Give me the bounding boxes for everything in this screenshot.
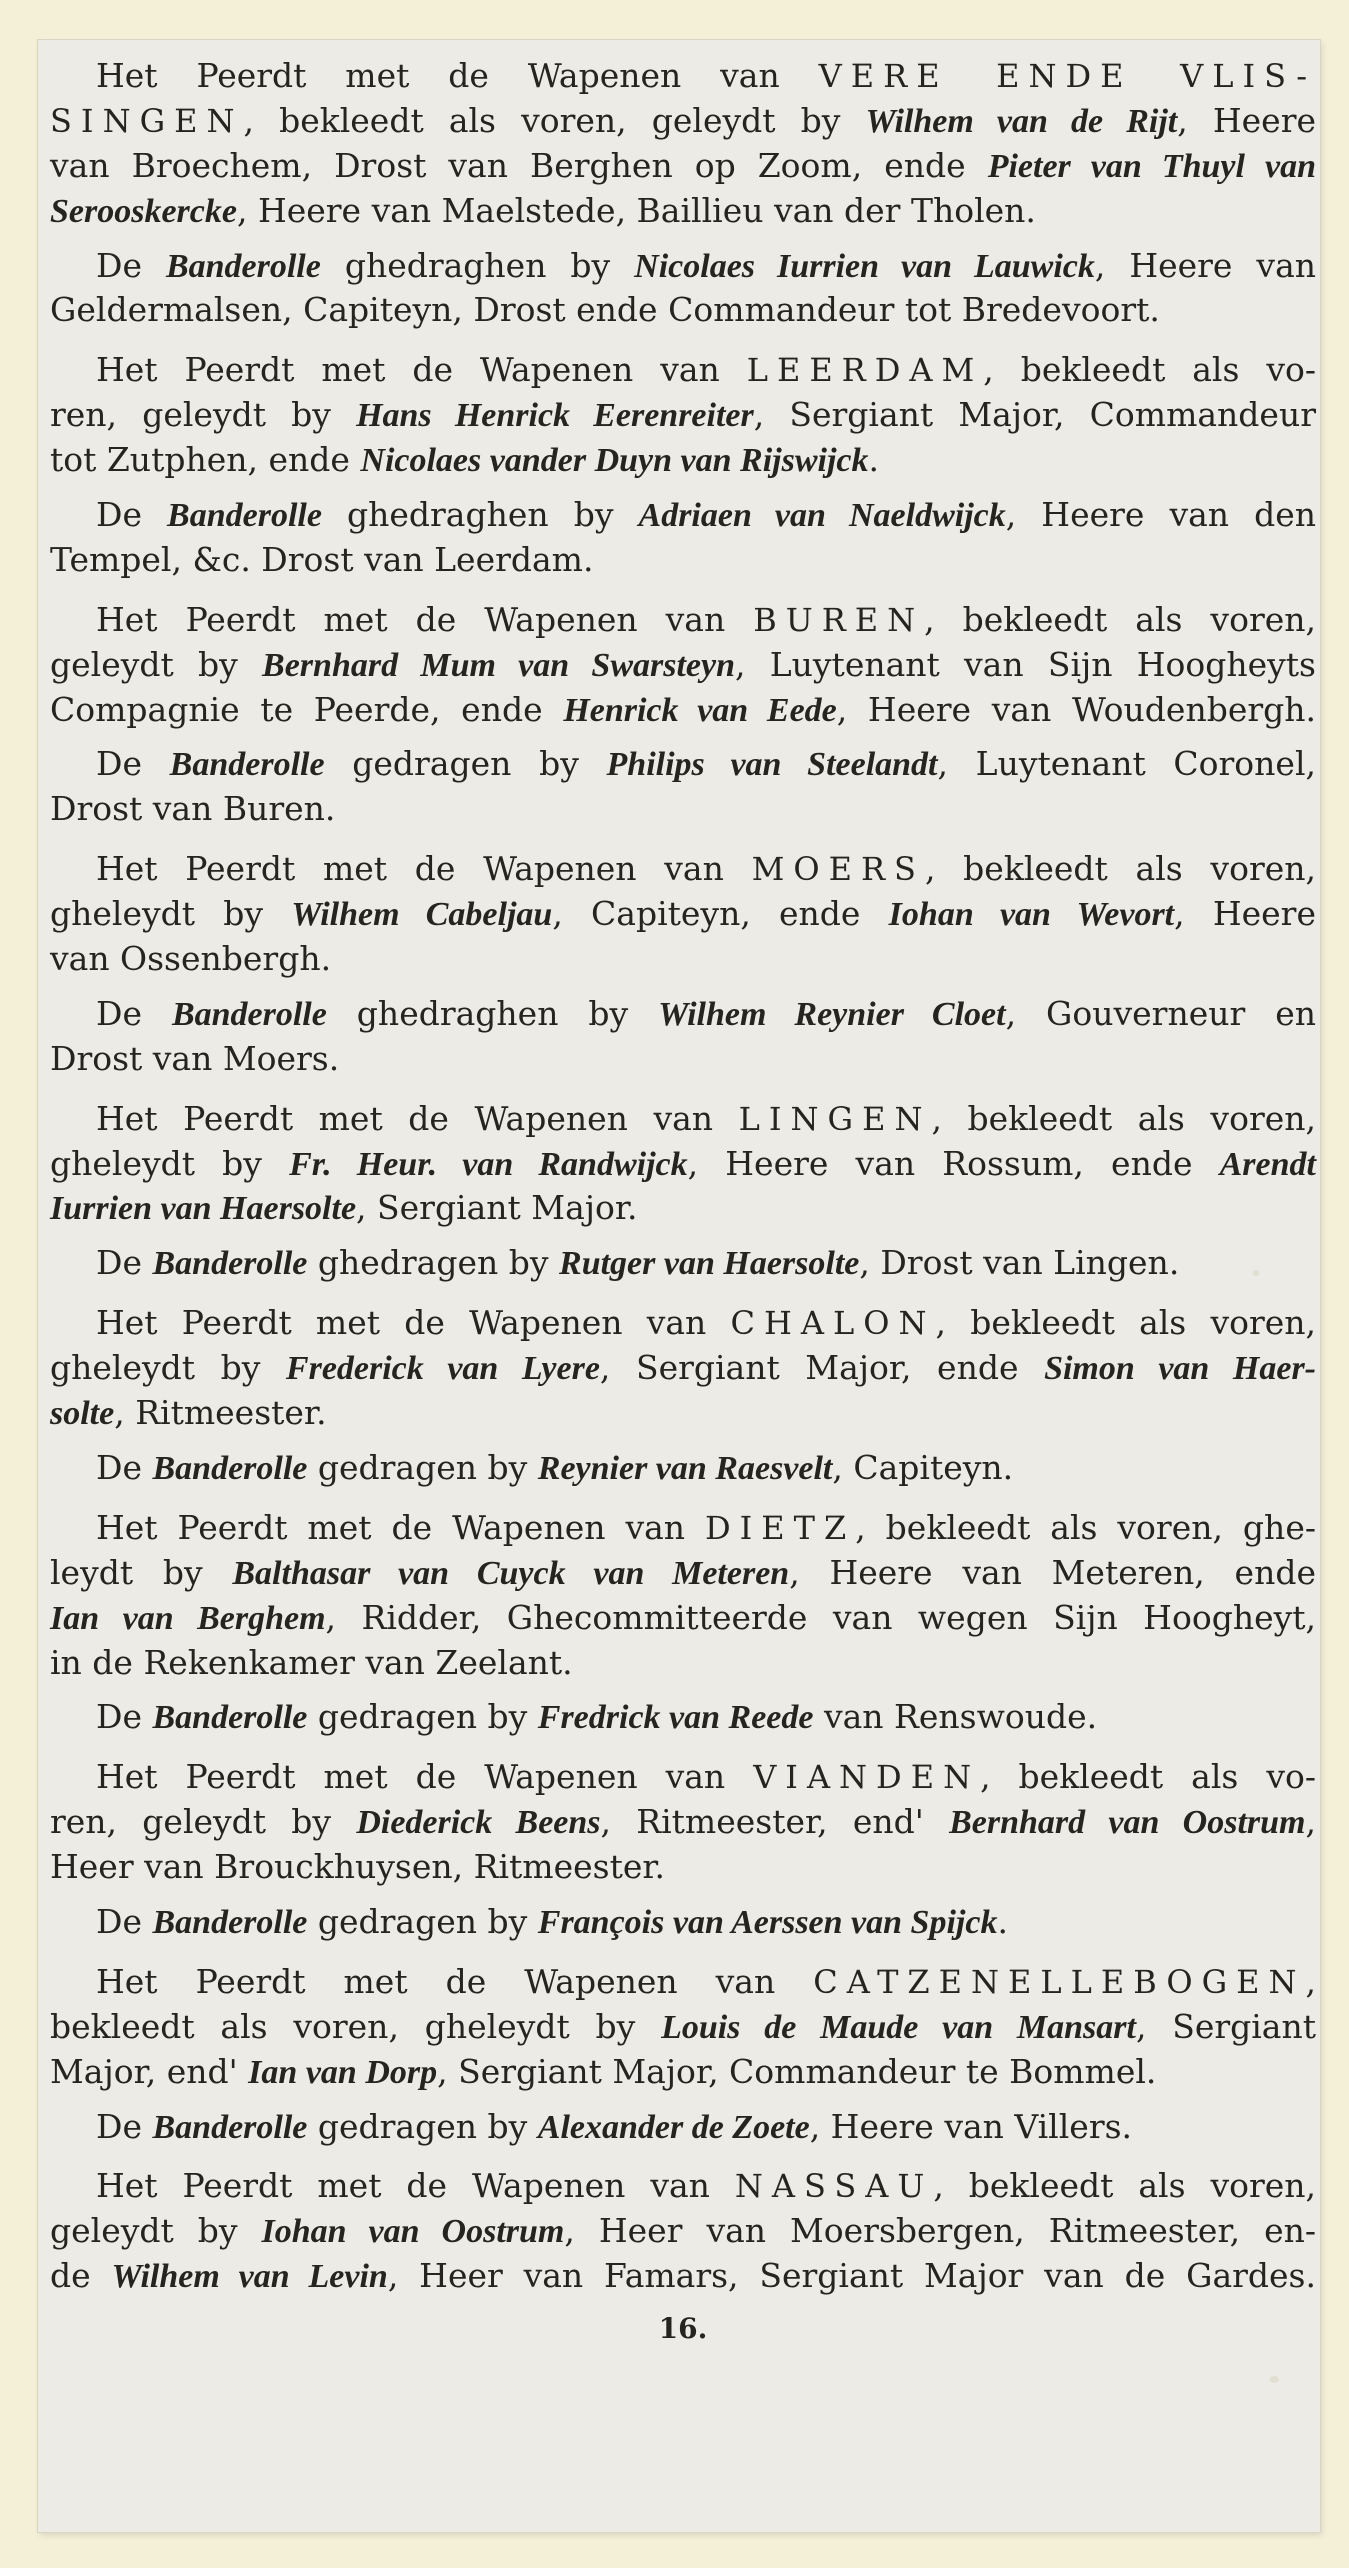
document-page xyxy=(38,40,1320,2532)
text-line xyxy=(50,493,1316,538)
line-31: Ian van Berghem, Ridder, Ghecommitteerde van wegen Sijn Hoogheyt, xyxy=(50,1597,1316,1637)
text-line xyxy=(50,847,1316,892)
text-line xyxy=(50,1391,1316,1436)
text-line xyxy=(50,598,1316,643)
text-line xyxy=(50,787,1316,832)
text-line xyxy=(50,1037,1316,1082)
line-38: Het Peerdt met de Wapenen van CATZENELLEBOGEN, xyxy=(96,1961,1316,2001)
line-13: Compagnie te Peerde, ende Henrick van Eede, Heere van Woudenbergh. xyxy=(50,689,1316,729)
text-line xyxy=(50,742,1316,787)
line-7: ren, geleydt by Hans Henrick Eerenreiter, Sergiant Major, Commandeur xyxy=(50,395,1316,435)
line-37: De Banderolle gedragen by François van Aerssen van Spijck. xyxy=(96,1901,1008,1941)
text-line xyxy=(50,1346,1316,1391)
line-27: solte, Ritmeester. xyxy=(50,1393,327,1433)
text-line xyxy=(50,2164,1316,2209)
line-9: De Banderolle ghedraghen by Adriaen van Naeldwijck, Heere van den xyxy=(96,495,1317,535)
line-24: De Banderolle ghedragen by Rutger van Haersolte, Drost van Lingen. xyxy=(96,1243,1180,1283)
line-23: Iurrien van Haersolte, Sergiant Major. xyxy=(50,1188,638,1228)
line-39: bekleedt als voren, gheleydt by Louis de Maude van Mansart, Sergiant xyxy=(50,2006,1317,2046)
line-11: Het Peerdt met de Wapenen van BUREN, bekleedt als voren, xyxy=(96,599,1316,639)
page-number: 16. xyxy=(658,2312,708,2346)
line-12: geleydt by Bernhard Mum van Swarsteyn, Luytenant van Sijn Hoogheyts xyxy=(50,644,1316,684)
text-line xyxy=(50,1551,1316,1596)
line-36: Heer van Brouckhuysen, Ritmeester. xyxy=(50,1847,666,1887)
line-33: De Banderolle gedragen by Fredrick van Reede van Renswoude. xyxy=(96,1697,1098,1737)
text-line xyxy=(50,688,1316,733)
text-line xyxy=(50,1641,1316,1686)
line-41: De Banderolle gedragen by Alexander de Zoete, Heere van Villers. xyxy=(96,2106,1133,2146)
body-text xyxy=(50,54,1316,2352)
line-4: De Banderolle ghedraghen by Nicolaes Iurrien van Lauwick, Heere van xyxy=(96,245,1316,285)
text-line xyxy=(50,438,1316,483)
line-10: Tempel, &c. Drost van Leerdam. xyxy=(50,539,594,579)
line-44: de Wilhem van Levin, Heer van Famars, Sergiant Major van de Gardes. xyxy=(50,2256,1316,2296)
line-29: Het Peerdt met de Wapenen van DIETZ, bekleedt als voren, ghe- xyxy=(96,1507,1316,1547)
text-line xyxy=(50,1446,1316,1491)
line-34: Het Peerdt met de Wapenen van VIANDEN, bekleedt als vo- xyxy=(96,1757,1317,1797)
line-25: Het Peerdt met de Wapenen van CHALON, bekleedt als voren, xyxy=(96,1303,1316,1343)
line-5: Geldermalsen, Capiteyn, Drost ende Commandeur tot Bredevoort. xyxy=(50,290,1160,330)
text-line xyxy=(50,2005,1316,2050)
text-line xyxy=(50,2254,1316,2299)
line-16: Het Peerdt met de Wapenen van MOERS, bekleedt als voren, xyxy=(96,849,1316,889)
text-line xyxy=(50,1695,1316,1740)
line-19: De Banderolle ghedraghen by Wilhem Reynier Cloet, Gouverneur en xyxy=(96,993,1316,1033)
text-line xyxy=(50,1097,1316,1142)
line-43: geleydt by Iohan van Oostrum, Heer van Moersbergen, Ritmeester, en- xyxy=(50,2211,1317,2251)
line-42: Het Peerdt met de Wapenen van NASSAU, bekleedt als voren, xyxy=(96,2166,1316,2206)
text-line xyxy=(50,538,1316,583)
line-30: leydt by Balthasar van Cuyck van Meteren, Heere van Meteren, ende xyxy=(50,1552,1316,1592)
line-32: in de Rekenkamer van Zeelant. xyxy=(50,1642,573,1682)
text-line xyxy=(50,1900,1316,1945)
line-40: Major, end' Ian van Dorp, Sergiant Major, Commandeur te Bommel. xyxy=(50,2051,1157,2091)
text-line xyxy=(50,992,1316,1037)
line-0: Het Peerdt met de Wapenen van VERE ENDE VLIS- xyxy=(96,56,1317,95)
text-line xyxy=(50,2050,1316,2095)
line-14: De Banderolle gedragen by Philips van Steelandt, Luytenant Coronel, xyxy=(96,744,1316,784)
line-26: gheleydt by Frederick van Lyere, Sergiant Major, ende Simon van Haer- xyxy=(50,1348,1316,1388)
paper-stain xyxy=(1270,2376,1279,2383)
text-line xyxy=(50,189,1316,234)
line-8: tot Zutphen, ende Nicolaes vander Duyn van Rijswijck. xyxy=(50,440,879,480)
text-line xyxy=(50,1301,1316,1346)
line-2: van Broechem, Drost van Berghen op Zoom, ende Pieter van Thuyl van xyxy=(50,145,1317,185)
line-18: van Ossenbergh. xyxy=(50,939,332,979)
text-line xyxy=(50,937,1316,982)
text-line xyxy=(50,1845,1316,1890)
text-line xyxy=(50,2105,1316,2150)
text-line xyxy=(50,1186,1316,1231)
text-line xyxy=(50,1596,1316,1641)
text-line xyxy=(50,643,1316,688)
text-line xyxy=(50,1506,1316,1551)
text-line xyxy=(50,1755,1316,1800)
text-line xyxy=(50,2209,1316,2254)
text-line xyxy=(50,54,1316,99)
text-line xyxy=(50,1800,1316,1845)
text-line xyxy=(50,1142,1316,1187)
line-3: Serooskercke, Heere van Maelstede, Baillieu van der Tholen. xyxy=(50,190,1036,230)
line-15: Drost van Buren. xyxy=(50,789,336,829)
line-28: De Banderolle gedragen by Reynier van Raesvelt, Capiteyn. xyxy=(96,1447,1014,1487)
line-1: SINGEN, bekleedt als voren, geleydt by Wilhem van de Rijt, Heere xyxy=(50,100,1316,140)
text-line xyxy=(50,244,1316,289)
text-line xyxy=(50,1241,1316,1286)
line-17: gheleydt by Wilhem Cabeljau, Capiteyn, ende Iohan van Wevort, Heere xyxy=(50,894,1316,934)
text-line xyxy=(50,393,1316,438)
text-line xyxy=(50,348,1316,393)
line-20: Drost van Moers. xyxy=(50,1038,340,1078)
text-line xyxy=(50,288,1316,333)
text-line xyxy=(50,892,1316,937)
line-35: ren, geleydt by Diederick Beens, Ritmeester, end' Bernhard van Oostrum, xyxy=(50,1802,1316,1842)
text-line xyxy=(50,1960,1316,2005)
line-22: gheleydt by Fr. Heur. van Randwijck, Heere van Rossum, ende Arendt xyxy=(50,1143,1316,1183)
text-line xyxy=(50,144,1316,189)
line-21: Het Peerdt met de Wapenen van LINGEN, bekleedt als voren, xyxy=(96,1098,1316,1138)
line-6: Het Peerdt met de Wapenen van LEERDAM, bekleedt als vo- xyxy=(96,350,1316,390)
text-line xyxy=(50,99,1316,144)
